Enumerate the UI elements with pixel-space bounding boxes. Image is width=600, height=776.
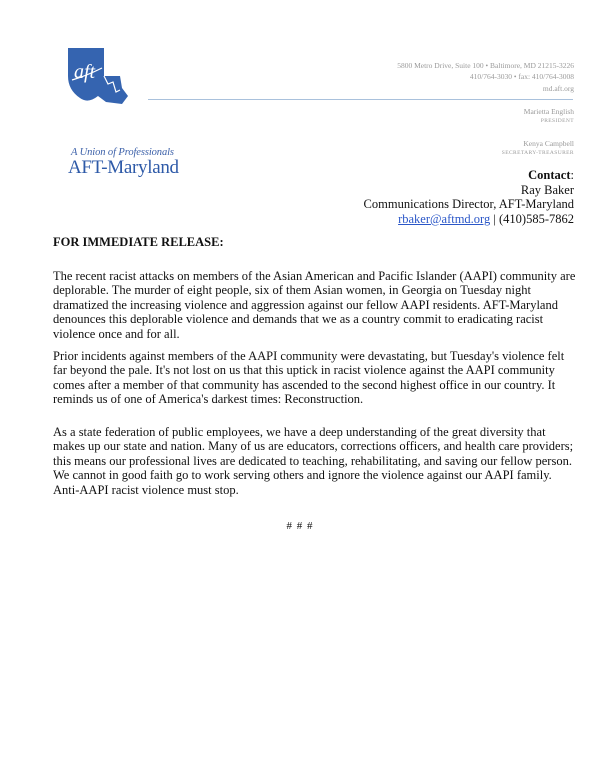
paragraph-line: The recent racist attacks on members of the Asian American and Pacific Islander (AAPI) community are — [53, 269, 576, 283]
contact-phone: | (410)585-7862 — [490, 211, 574, 226]
aft-maryland-logo — [34, 44, 179, 178]
paragraph-line: denounces this deplorable violence and demands that we as a country commit to eradicating racist — [53, 312, 544, 327]
paragraph-line: Prior incidents against members of the AAPI community were devastating, but Tuesday's violence felt — [53, 349, 565, 363]
phone-fax-line: 410/764-3030 • fax: 410/764-3008 — [469, 72, 574, 82]
officer-name: Marietta English — [523, 107, 574, 116]
paragraph-line: reminds us of one of America's darkest times: Reconstruction. — [53, 392, 364, 407]
body-paragraph-3 — [53, 425, 573, 497]
contact-title: Communications Director, AFT-Maryland — [363, 197, 574, 212]
paragraph-line: dramatized the increasing violence and aggression against our fellow AAPI residents. AFT-Maryland — [53, 297, 558, 312]
officer-president — [524, 107, 574, 126]
paragraph-line: violence once and for all. — [53, 326, 180, 341]
paragraph-line: comes after a member of that community has ascended to the second highest office in our country. It — [53, 377, 556, 392]
paragraph-line: Anti-AAPI racist violence must stop. — [53, 482, 239, 497]
contact-colon: : — [570, 168, 574, 182]
paragraph-line: We cannot in good faith go to work serving others and ignore the violence against our AAPI family. — [53, 468, 552, 483]
letterhead-address — [397, 60, 574, 94]
website-line: md.aft.org — [542, 83, 574, 93]
letterhead-divider — [148, 99, 573, 100]
paragraph-line: As a state federation of public employees, we have a deep understanding of the great diversity that — [53, 425, 546, 439]
officer-title: SECRETARY-TREASURER — [501, 150, 574, 156]
logo-tagline: A Union of Professionals — [71, 147, 174, 158]
contact-block — [364, 168, 574, 226]
paragraph-line: far beyond the pale. It's not lost on us that this uptick in racist violence against the AAPI community — [53, 363, 555, 378]
end-mark: # # # — [286, 520, 314, 532]
body-paragraph-2 — [53, 349, 573, 407]
contact-email-link[interactable]: rbaker@aftmd.org — [398, 211, 491, 226]
release-heading: FOR IMMEDIATE RELEASE: — [53, 235, 224, 249]
officer-secretary-treasurer — [502, 139, 574, 158]
officer-title: PRESIDENT — [540, 118, 574, 124]
paragraph-line: this means our professional lives are dedicated to teaching, rehabilitating, and saving our fellow person. — [53, 453, 572, 468]
logo-brand-name: AFT-Maryland — [68, 157, 179, 178]
maryland-shield-icon — [58, 46, 130, 108]
paragraph-line: makes up our state and nation. Many of us are educators, corrections officers, and health care providers; — [53, 439, 574, 454]
officer-name: Kenya Campbell — [523, 139, 574, 148]
body-paragraph-1 — [53, 269, 576, 341]
contact-label: Contact — [528, 168, 571, 182]
address-line: 5800 Metro Drive, Suite 100 • Baltimore, MD 21215-3226 — [397, 61, 574, 70]
paragraph-line: deplorable. The murder of eight people, six of them Asian women, in Georgia on Tuesday night — [53, 283, 531, 298]
contact-name: Ray Baker — [520, 182, 574, 197]
logo-aft-text: aft — [74, 61, 96, 83]
